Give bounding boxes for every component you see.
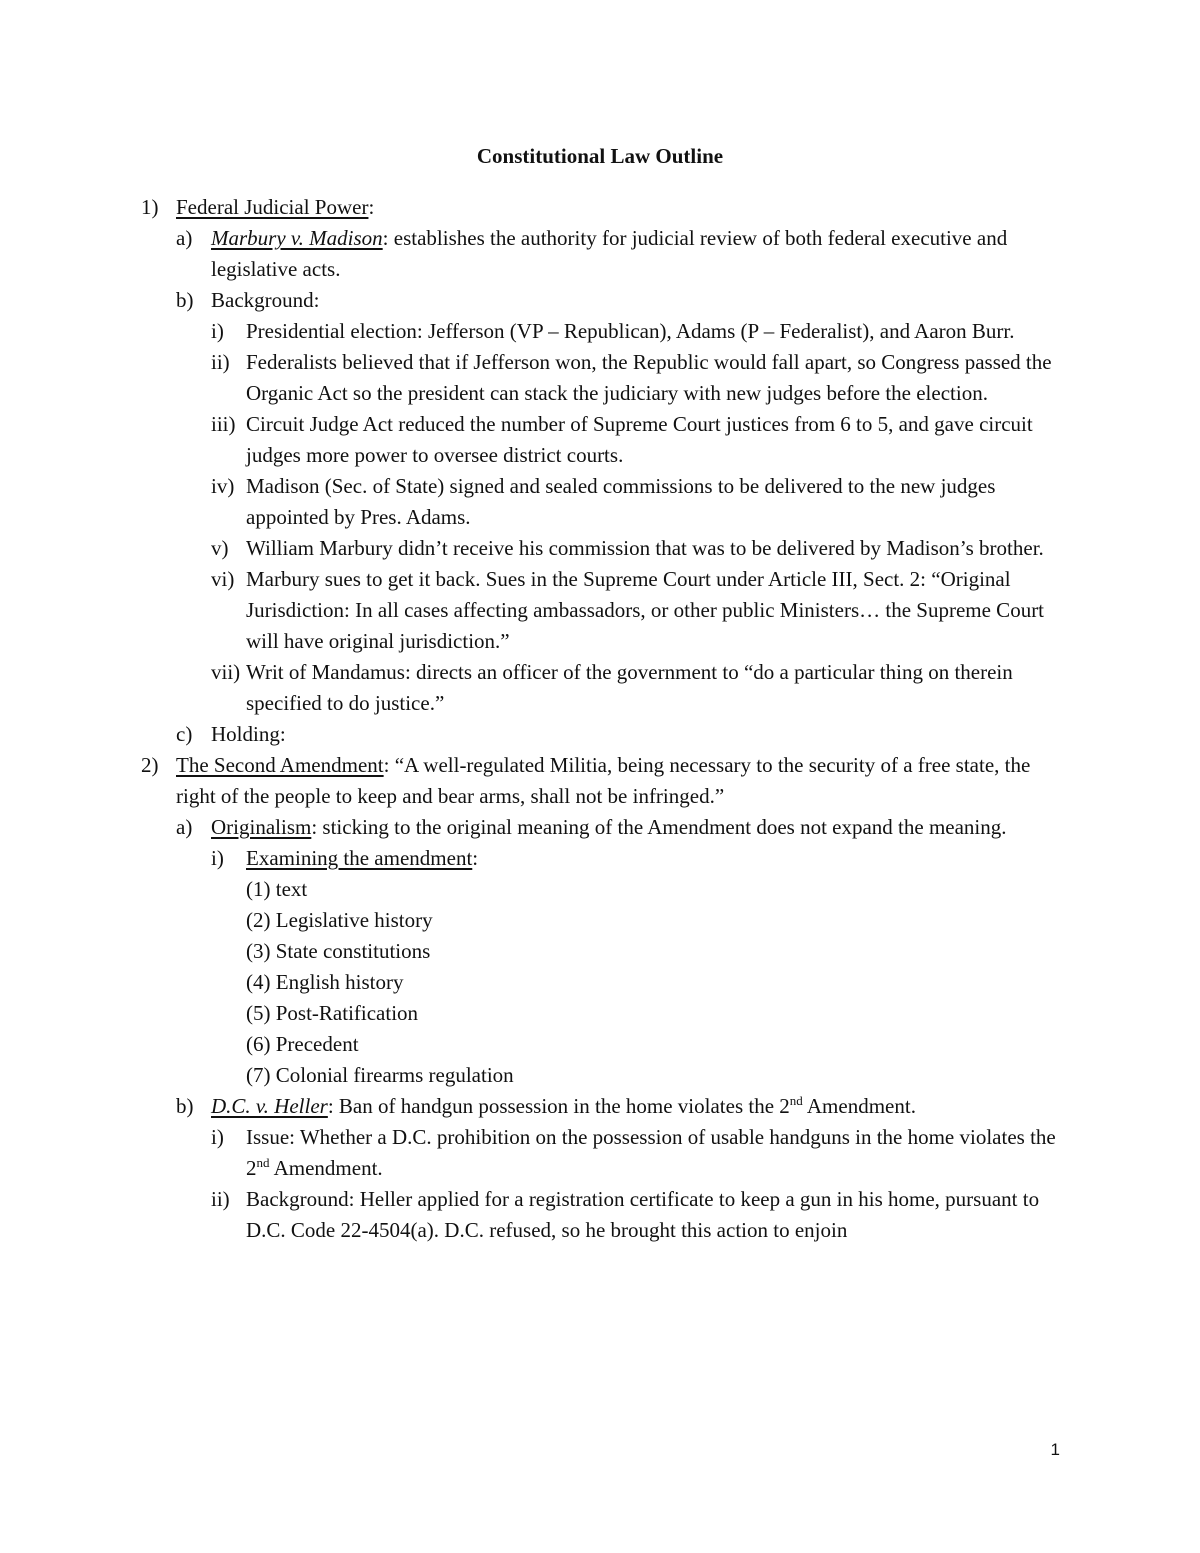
case-name: D.C. v. Heller xyxy=(211,1094,328,1118)
item-2a xyxy=(0,812,1200,843)
case-name: Marbury v. Madison xyxy=(211,226,383,250)
item-text: Marbury sues to get it back. Sues in the Supreme Court under Article III, Sect. 2: “Original Jurisdiction: In all cases affecting ambassadors, or other public Ministers… the Supreme Court will have original jurisdiction.” xyxy=(246,567,1045,653)
outline xyxy=(0,192,1200,1246)
section-2 xyxy=(0,750,1200,812)
item-marker: vii) xyxy=(211,660,241,684)
item-text: : Ban of handgun possession in the home violates the 2 xyxy=(327,1094,790,1118)
subheading: Examining the amendment xyxy=(246,846,473,870)
item-text-end: Amendment. xyxy=(269,1156,383,1180)
item-marker: vi) xyxy=(211,567,235,591)
item-marker: b) xyxy=(176,288,194,312)
list-item xyxy=(0,1060,1200,1091)
item-1b xyxy=(0,285,1200,316)
section-heading-suffix: : xyxy=(368,195,375,219)
section-text: : “A well-regulated Militia, being necessary to the security of a free state, the right of the people to keep and bear arms, shall not be infringed.” xyxy=(176,753,1031,808)
list-item xyxy=(0,998,1200,1029)
item-1a xyxy=(0,223,1200,285)
page-number: 1 xyxy=(1050,1440,1060,1459)
item-text: Circuit Judge Act reduced the number of Supreme Court justices from 6 to 5, and gave circuit judges more power to oversee district courts. xyxy=(246,412,1033,467)
item-text: (3) State constitutions xyxy=(246,939,431,963)
item-2a-i xyxy=(0,843,1200,874)
list-item xyxy=(0,471,1200,533)
item-marker: i) xyxy=(211,846,224,870)
subheading-suffix: : xyxy=(472,846,479,870)
item-text: (4) English history xyxy=(246,970,404,994)
ordinal-sup: nd xyxy=(256,1155,270,1170)
section-marker: 1) xyxy=(141,195,159,219)
list-item xyxy=(0,316,1200,347)
item-marker: i) xyxy=(211,319,224,343)
item-text: Background: Heller applied for a registration certificate to keep a gun in his home, pursuant to D.C. Code 22-4504(a). D.C. refused, so he brought this action to enjoin xyxy=(246,1187,1040,1242)
item-text: (5) Post-Ratification xyxy=(246,1001,419,1025)
page-title: Constitutional Law Outline xyxy=(476,144,724,168)
list-item xyxy=(0,967,1200,998)
item-marker: iv) xyxy=(211,474,235,498)
item-text: (6) Precedent xyxy=(246,1032,359,1056)
item-marker: ii) xyxy=(211,1187,230,1211)
item-marker: i) xyxy=(211,1125,224,1149)
list-item xyxy=(0,564,1200,657)
list-item xyxy=(0,409,1200,471)
item-text: (1) text xyxy=(246,877,308,901)
list-item xyxy=(0,936,1200,967)
term: Originalism xyxy=(211,815,312,839)
item-text: Background: xyxy=(211,288,320,312)
item-marker: v) xyxy=(211,536,229,560)
item-text: Writ of Mandamus: directs an officer of the government to “do a particular thing on therein specified to do justice.” xyxy=(246,660,1013,715)
item-1c xyxy=(0,719,1200,750)
item-text-end: Amendment. xyxy=(802,1094,916,1118)
ordinal-sup: nd xyxy=(789,1093,803,1108)
item-2b-i xyxy=(0,1122,1200,1184)
list-item xyxy=(0,347,1200,409)
section-heading: The Second Amendment xyxy=(176,753,384,777)
item-marker: ii) xyxy=(211,350,230,374)
item-text: Holding: xyxy=(211,722,286,746)
section-marker: 2) xyxy=(141,753,159,777)
item-2b xyxy=(0,1091,1200,1122)
list-item xyxy=(0,1029,1200,1060)
item-text: (2) Legislative history xyxy=(246,908,433,932)
list-item xyxy=(0,905,1200,936)
item-marker: b) xyxy=(176,1094,194,1118)
item-marker: a) xyxy=(176,815,193,839)
item-text: : sticking to the original meaning of the Amendment does not expand the meaning. xyxy=(311,815,1007,839)
item-marker: c) xyxy=(176,722,193,746)
item-text: Federalists believed that if Jefferson won, the Republic would fall apart, so Congress passed the Organic Act so the president can stack the judiciary with new judges before the election. xyxy=(246,350,1052,405)
list-item xyxy=(0,657,1200,719)
item-text: Issue: Whether a D.C. prohibition on the possession of usable handguns in the home violates the 2 xyxy=(246,1125,1056,1180)
item-text: (7) Colonial firearms regulation xyxy=(246,1063,514,1087)
item-text: : establishes the authority for judicial review of both federal executive and legislative acts. xyxy=(211,226,1008,281)
list-item xyxy=(0,533,1200,564)
section-1 xyxy=(0,192,1200,223)
list-item xyxy=(0,874,1200,905)
item-text: William Marbury didn’t receive his commission that was to be delivered by Madison’s brother. xyxy=(246,536,1044,560)
section-heading: Federal Judicial Power xyxy=(176,195,369,219)
item-text: Madison (Sec. of State) signed and sealed commissions to be delivered to the new judges appointed by Pres. Adams. xyxy=(246,474,996,529)
item-2b-ii xyxy=(0,1184,1200,1246)
item-marker: a) xyxy=(176,226,193,250)
item-text: Presidential election: Jefferson (VP – Republican), Adams (P – Federalist), and Aaron Burr. xyxy=(246,319,1015,343)
item-marker: iii) xyxy=(211,412,236,436)
